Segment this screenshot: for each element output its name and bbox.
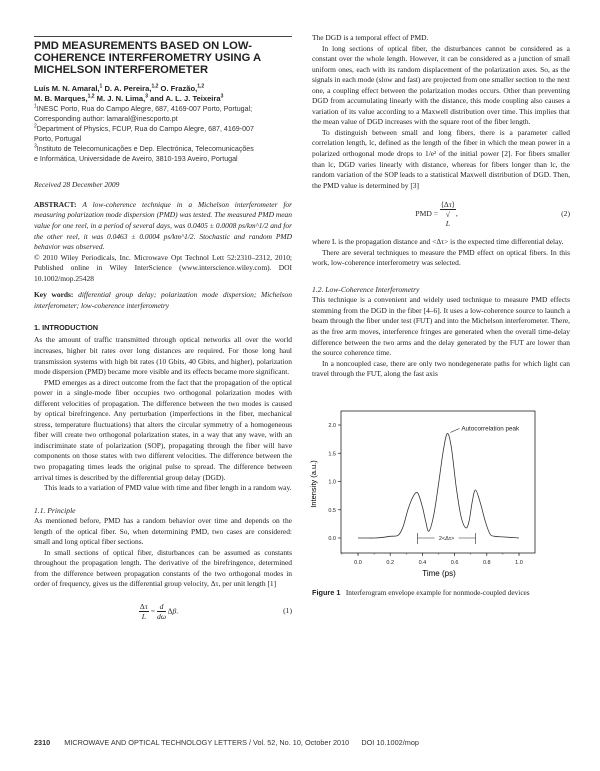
left-column (34, 36, 292, 621)
equation-1: $\frac{\Delta\tau}{L}$ = $\frac{d}{d\omega}$ Δβ. (139, 601, 179, 621)
figure-label: Figure 1 (312, 587, 341, 597)
x-axis-label: Time (ps) (422, 568, 456, 578)
paragraph: In a noncoupled case, there are only two nondegenerate paths for which light can travel through the FUT, along the fast axis (312, 358, 570, 379)
annotation-2-delta-tau: 2<Δτ> (438, 535, 455, 542)
annotation-arrow (450, 428, 459, 432)
figure-caption-text: Interferogram envelope example for nonmode-coupled devices (345, 587, 530, 597)
author: M. B. Marques,$^{1,2}$ (34, 93, 95, 104)
paragraph: In small sections of optical fiber, disturbances can be assumed as constants throughout the propagation length. The derivative of the birefringence, determined from the difference between propagation constants of the two orthogonal modes in order of frequency, gives us the differential group velocity, Δτ, per unit length [1] (34, 547, 292, 589)
equation-2-row (312, 200, 570, 228)
paragraph: This leads to a variation of PMD value with time and fiber length in a random way. (44, 483, 292, 493)
affiliation: $^2$Department of Physics, FCUP, Rua do Campo Alegre, 687, 4169-007 Porto, Portugal (34, 124, 254, 144)
author: and A. L. J. Teixeira$^3$ (150, 93, 224, 104)
paragraph: This technique is a convenient and widely used technique to measure PMD effects stemming from the DGD in the fiber [4–6]. It uses a low-coherence source to launch a beam through the fiber under test (FUT) and into the Michelson interferometer. There, as the free arm moves, interference fringes are generated when the overall time-delay difference between the two arms and the delay generated by the FUT are lower than the source coherence time. (312, 295, 570, 358)
equation-1-row (34, 602, 292, 621)
paragraph: where L is the propagation distance and <Δτ> is the expected time differential delay. (312, 237, 564, 247)
y-tick-label: 1.0 (328, 479, 336, 486)
section-heading-introduction: 1. INTRODUCTION (34, 323, 99, 333)
section-heading-lci: 1.2. Low-Coherence Interferometry (312, 284, 420, 294)
paragraph: In long sections of optical fiber, the disturbances cannot be considered as a constant over the whole length. However, it can be considered as a junction of small uniform ones, each with its random displacement of the polarization axes. So, as the signals in each mode (slow and fast) are projected from one smaller section to the next one, a coupling effect between the polarization modes occurs. Other than preventing DGD from accumulating linearly with the distance, this mode coupling also causes a variation of its value according to a Maxwell distribution over time. This implies that the mean value of DGD increases with the square root of the fiber length. (312, 43, 570, 127)
y-tick-label: 1.5 (328, 450, 336, 457)
journal-info: MICROWAVE AND OPTICAL TECHNOLOGY LETTERS / Vol. 52, No. 10, October 2010 (64, 738, 350, 747)
x-tick-label: 1.0 (515, 559, 523, 566)
abstract (34, 200, 292, 284)
affiliations (34, 104, 256, 164)
equation-2: PMD = ⟨Δτ⟩ √ L , (415, 200, 458, 229)
right-column-body (312, 33, 570, 191)
lci-body (312, 295, 570, 379)
y-tick-label: 2.0 (328, 422, 336, 429)
paragraph: To distinguish between small and long fibers, there is a parameter called correlation length, lc, defined as the length of the fiber in which the mean power in a polarized orthogonal mode drops to 1/e² of the initial power [2]. For fibers smaller than lc, DGD varies linearly with distance, whereas for fibers longer than lc, the random variation of the SOP leads to a statistical Maxwell distribution of DGD. Then, the PMD value is determined by [3] (312, 127, 570, 190)
right-column-body-2 (312, 237, 570, 269)
section-heading-principle: 1.1. Principle (34, 505, 76, 515)
affiliation: $^1$INESC Porto, Rua do Campo Alegre, 687, 4169-007 Porto, Portugal; Corresponding author: lamaral@inescporto.pt (34, 104, 253, 124)
footer-doi: DOI 10.1002/mop (361, 738, 419, 747)
figure-1-caption (312, 588, 570, 598)
paragraph: As the amount of traffic transmitted through optical networks all over the world increases, higher bit rates over long distances are required. For those long haul transmission systems with high bit rates (10 Gbits, 40 Gbits, and higher), polarization mode dispersion (PMD) became more visible and its effects became more significant. (34, 335, 292, 377)
paragraph: The DGD is a temporal effect of PMD. (312, 33, 429, 42)
introduction-body (34, 335, 292, 493)
annotation-autocorrelation-peak: Autocorrelation peak (461, 425, 520, 433)
equation-2-number: (2) (561, 209, 570, 219)
author: O. Frazão,$^{1,2}$ (160, 83, 205, 94)
page-number: 2310 (34, 738, 51, 747)
received-date: Received 28 December 2009 (34, 180, 120, 190)
paper-title: PMD MEASUREMENTS BASED ON LOW-COHERENCE INTERFEROMETRY USING A MICHELSON INTERFEROMETER (34, 40, 261, 76)
y-tick-label: 0.0 (328, 535, 336, 542)
keywords (34, 290, 292, 311)
abstract-text: A low-coherence technique in a Michelson interferometer for measuring polarization mode dispersion (PMD) was tested. The measured PMD mean value for one reel, in a period of several days, was 0.0405 ± 0.0008 ps/km^1/2 and for the other reel, it was 0.0463 ± 0.0004 ps/km^1/2. Stochastic and random PMD behavior was observed. (34, 199, 293, 252)
abstract-citation: © 2010 Wiley Periodicals, Inc. Microwave Opt Technol Lett 52:2310–2312, 2010; Published online in Wiley InterScience (www.interscience.wiley.com). DOI 10.1002/mop.25428 (34, 252, 292, 283)
principle-body (34, 516, 292, 590)
x-tick-label: 0.4 (418, 559, 427, 566)
author: M. J. N. Lima,$^3$ (96, 93, 148, 104)
y-tick-label: 0.5 (328, 507, 336, 514)
figure-1-chart (300, 404, 580, 582)
author-list (34, 84, 292, 104)
author: D. A. Pereira,$^{1,2}$ (104, 83, 159, 94)
affiliation: $^3$Instituto de Telecomunicações e Dep. Electrónica, Telecomunicações e Informática, Universidade de Aveiro, 3810-193 Aveiro, Portugal (34, 144, 254, 164)
author: Luís M. N. Amaral,$^1$ (34, 83, 103, 94)
x-tick-label: 0.6 (450, 559, 459, 566)
x-tick-label: 0.8 (482, 559, 491, 566)
right-column (309, 33, 570, 597)
paragraph: PMD emerges as a direct outcome from the fact that the propagation of the optical power in a single-mode fiber occupies two orthogonal polarization modes with different velocities of propagation. The difference between the two modes is caused by optical birefringence. Any perturbation (imperfections in the fiber, mechanical stress, temperature fluctuations) that alters the circular symmetry of a homogeneous fiber will create two orthogonal polarization states, in a way that any wave, with an indiscriminate state of polarization (SOP), propagating through the fiber will have components on those states with two different velocities. The difference between the two propagating times leads the original pulse to spread. The difference between arrival times is described by the differential group delay (DGD). (34, 377, 292, 482)
paragraph: There are several techniques to measure the PMD effect on optical fibers. In this work, low-coherence interferometry was selected. (312, 247, 570, 268)
paragraph: As mentioned before, PMD has a random behavior over time and depends on the length of the optical fiber. So, when determining PMD, two cases are considered: small and long optical fiber sections. (34, 516, 292, 547)
equation-1-number: (1) (283, 606, 292, 616)
y-axis-label: Intensity (a.u.) (309, 459, 318, 508)
x-tick-label: 0.2 (386, 559, 395, 566)
page-footer (34, 738, 574, 747)
abstract-label: ABSTRACT: (34, 199, 77, 209)
keywords-text: differential group delay; polarization mode dispersion; Michelson interferometer; low-coherence interferometry (34, 290, 292, 310)
x-tick-label: 0.0 (354, 559, 362, 566)
title-rule (34, 36, 292, 37)
keywords-label: Key words: (34, 290, 74, 300)
series-line-interferogram (358, 433, 519, 538)
